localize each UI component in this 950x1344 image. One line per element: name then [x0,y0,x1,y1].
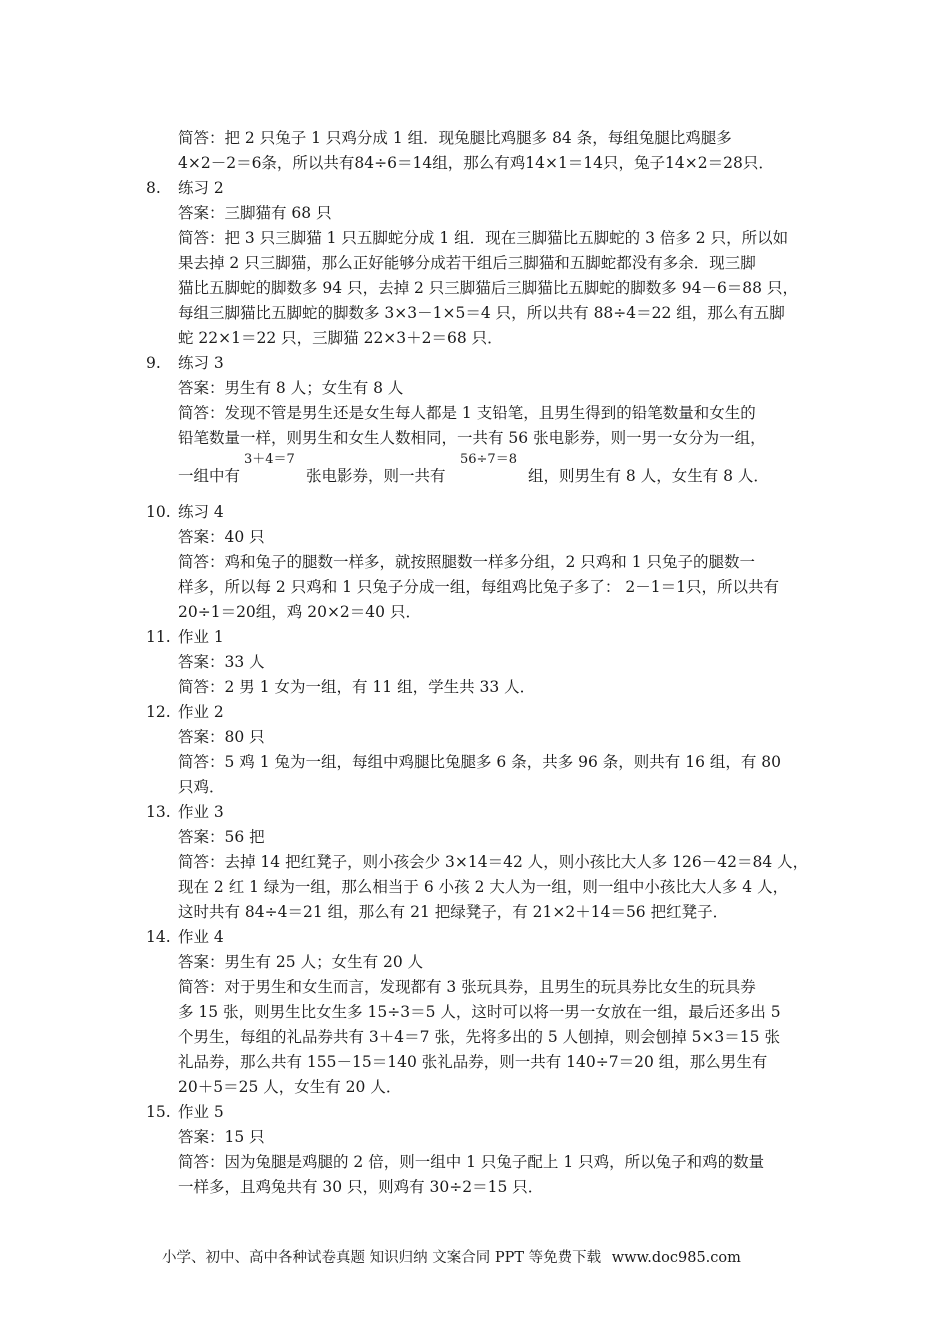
q13-title: 作业 3 [178,803,224,821]
q12-answer: 答案：80 只 [178,728,265,746]
q10-answer: 答案：40 只 [178,528,265,546]
q10-number: 10. [146,503,171,521]
intro-line-1: 简答：把 2 只兔子 1 只鸡分成 1 组．现兔腿比鸡腿多 84 条，每组兔腿比鸡腿多 [178,129,732,147]
q9-answer: 答案：男生有 8 人；女生有 8 人 [178,379,404,397]
q10-line-2: 样多，所以每 2 只鸡和 1 只兔子分成一组，每组鸡比兔子多了： 2－1＝1只，所以共有 [178,578,779,596]
q9-formula-2: 56÷7＝8 [460,452,517,467]
q14-line-5: 20＋5＝25 人，女生有 20 人． [178,1078,402,1096]
q12-number: 12. [146,703,171,721]
q13-answer: 答案：56 把 [178,828,265,846]
q10-line-3: 20÷1＝20组，鸡 20×2＝40 只． [178,603,421,621]
page-footer [162,1246,747,1267]
q15-title: 作业 5 [178,1103,224,1121]
q9-line-3c: 张电影券，则一共有 [306,467,446,485]
q12-line-1: 简答：5 鸡 1 兔为一组，每组中鸡腿比兔腿多 6 条，共多 96 条，则共有 16 组，有 80 [178,753,782,771]
q14-line-4: 礼品券，那么共有 155－15＝140 张礼品券，则一共有 140÷7＝20 组，那么男生有 [178,1053,768,1071]
q11-number: 11. [146,628,171,646]
q9-number: 9. [146,354,161,372]
q14-line-1: 简答：对于男生和女生而言，发现都有 3 张玩具券，且男生的玩具券比女生的玩具券 [178,978,756,996]
q14-number: 14. [146,928,171,946]
q9-line-1: 简答：发现不管是男生还是女生每人都是 1 支铅笔，且男生得到的铅笔数量和女生的 [178,404,756,422]
q8-title: 练习 2 [178,179,224,197]
footer-text: 小学、初中、高中各种试卷真题 知识归纳 文案合同 PPT 等免费下载 [162,1250,602,1266]
q15-line-2: 一样多，且鸡兔共有 30 只，则鸡有 30÷2＝15 只． [178,1178,544,1196]
q10-title: 练习 4 [178,503,224,521]
q15-line-1: 简答：因为兔腿是鸡腿的 2 倍，则一组中 1 只兔子配上 1 只鸡，所以兔子和鸡的数量 [178,1153,765,1171]
q11-answer: 答案：33 人 [178,653,265,671]
q11-title: 作业 1 [178,628,224,646]
q13-line-2: 现在 2 红 1 绿为一组，那么相当于 6 小孩 2 大人为一组，则一组中小孩比大人多 4 人， [178,878,789,896]
q13-number: 13. [146,803,171,821]
q13-line-1: 简答：去掉 14 把红凳子，则小孩会少 3×14＝42 人，则小孩比大人多 126－42＝84 人， [178,853,809,871]
q8-line-4: 每组三脚猫比五脚蛇的脚数多 3×3－1×5＝4 只，所以共有 88÷4＝22 组，那么有五脚 [178,304,785,322]
q11-line-1: 简答：2 男 1 女为一组，有 11 组，学生共 33 人． [178,678,536,696]
q13-line-3: 这时共有 84÷4＝21 组，那么有 21 把绿凳子，有 21×2＋14＝56 把红凳子． [178,903,729,921]
q12-title: 作业 2 [178,703,224,721]
intro-line-2: 4×2－2＝6条，所以共有84÷6＝14组，那么有鸡14×1＝14只，兔子14×2＝28只． [178,154,774,172]
q9-line-3a: 一组中有 [178,467,241,485]
q14-title: 作业 4 [178,928,224,946]
q12-line-2: 只鸡． [178,778,225,796]
q14-line-2: 多 15 张，则男生比女生多 15÷3＝5 人，这时可以将一男一女放在一组，最后还多出 5 [178,1003,781,1021]
q9-title: 练习 3 [178,354,224,372]
q9-line-2: 铅笔数量一样，则男生和女生人数相同，一共有 56 张电影券，则一男一女分为一组， [178,429,766,447]
q15-answer: 答案：15 只 [178,1128,265,1146]
q8-number: 8. [146,179,161,197]
q9-line-3e: 组，则男生有 8 人，女生有 8 人． [528,467,769,485]
q8-line-3: 猫比五脚蛇的脚数多 94 只，去掉 2 只三脚猫后三脚猫比五脚蛇的脚数多 94－6＝88 只， [178,279,798,297]
q14-answer: 答案：男生有 25 人；女生有 20 人 [178,953,424,971]
q10-line-1: 简答：鸡和兔子的腿数一样多，就按照腿数一样多分组，2 只鸡和 1 只兔子的腿数一 [178,553,756,571]
q8-answer: 答案：三脚猫有 68 只 [178,204,332,222]
footer-url[interactable]: www.doc985.com [611,1250,741,1266]
q8-line-5: 蛇 22×1＝22 只，三脚猫 22×3＋2＝68 只． [178,329,503,347]
q15-number: 15. [146,1103,171,1121]
q14-line-3: 个男生，每组的礼品券共有 3＋4＝7 张，先将多出的 5 人刨掉，则会刨掉 5×3＝15 张 [178,1028,780,1046]
q8-line-2: 果去掉 2 只三脚猫，那么正好能够分成若干组后三脚猫和五脚蛇都没有多余．现三脚 [178,254,756,272]
q8-line-1: 简答：把 3 只三脚猫 1 只五脚蛇分成 1 组．现在三脚猫比五脚蛇的 3 倍多 2 只，所以如 [178,229,789,247]
q9-formula-1: 3＋4＝7 [244,452,295,467]
